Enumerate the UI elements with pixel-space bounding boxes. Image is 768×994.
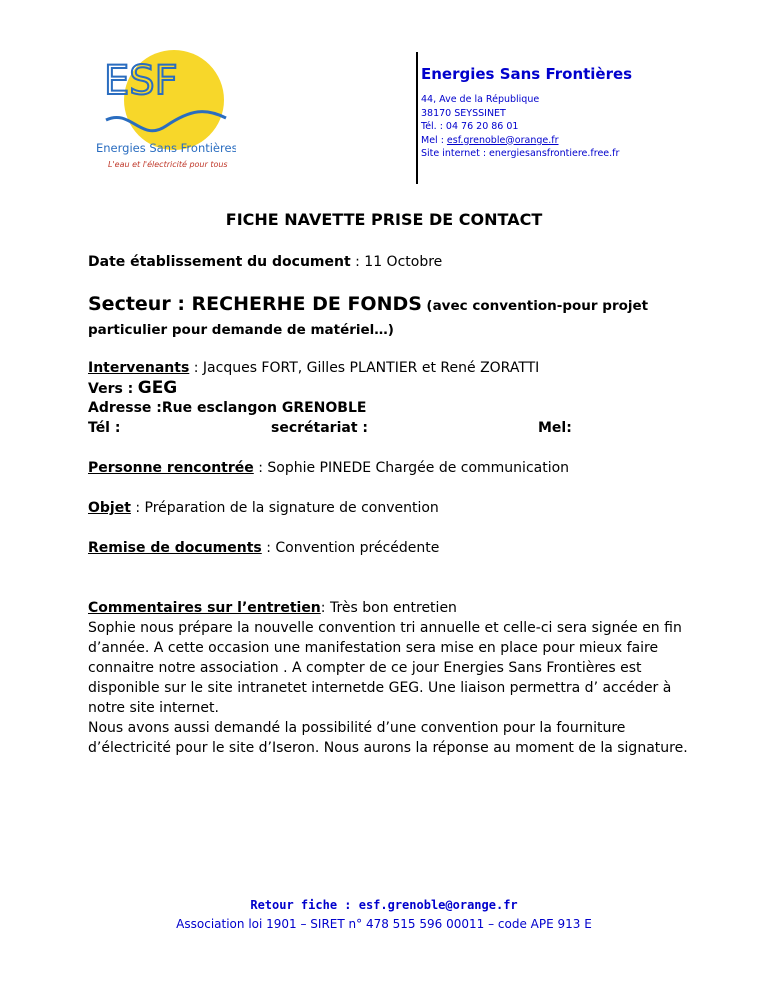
logo-letters: ESF: [104, 58, 178, 104]
date-value: : 11 Octobre: [350, 254, 443, 270]
org-name: Energies Sans Frontières: [421, 65, 633, 83]
org-phone: Tél. : 04 76 20 86 01: [421, 121, 519, 132]
intervenants-line: [88, 358, 688, 378]
vers-line: [88, 378, 688, 399]
org-mail-prefix: Mel :: [421, 134, 447, 146]
header-divider: [416, 52, 418, 184]
remise-value: : Convention précédente: [261, 540, 440, 556]
objet-label: Objet: [88, 500, 131, 516]
sector-line: [88, 292, 688, 342]
tel-label: Tél :: [88, 420, 121, 436]
personne-line: [88, 458, 688, 478]
adresse-line: [88, 398, 688, 418]
commentaires-block: [88, 598, 688, 758]
objet-line: [88, 498, 688, 518]
org-address-2: 38170 SEYSSINET: [421, 107, 506, 119]
secretariat-label: secrétariat :: [271, 420, 368, 436]
org-block: [421, 65, 632, 161]
date-line: [88, 252, 688, 272]
logo-brand: Energies Sans Frontières: [96, 141, 236, 155]
esf-logo: [86, 48, 236, 178]
remise-line: [88, 538, 688, 558]
org-site: Site internet : energiesansfrontiere.free.fr: [421, 148, 620, 159]
footer-association: Association loi 1901 – SIRET n° 478 515 596 00011 – code APE 913 E: [176, 917, 592, 931]
intervenants-label: Intervenants: [88, 360, 190, 376]
mel-label: Mel:: [538, 420, 572, 436]
sector-note: (avec convention-pour projet particulier pour demande de matériel…): [88, 298, 649, 338]
org-mail-line: [421, 134, 632, 148]
vers-label: Vers :: [88, 381, 134, 397]
personne-value: : Sophie PINEDE Chargée de communication: [253, 460, 570, 476]
footer-retour: Retour fiche : esf.grenoble@orange.fr: [250, 898, 518, 912]
commentaires-first: : Très bon entretien: [320, 600, 457, 616]
page-title: FICHE NAVETTE PRISE DE CONTACT: [225, 210, 543, 229]
contact-line: [88, 418, 688, 438]
commentaires-heading: [88, 598, 688, 618]
commentaires-label: Commentaires sur l’entretien: [88, 600, 321, 616]
date-label: Date établissement du document: [88, 254, 351, 270]
objet-value: : Préparation de la signature de convention: [130, 500, 439, 516]
adresse-label: Adresse :Rue esclangon GRENOBLE: [88, 400, 367, 416]
org-address-1: 44, Ave de la République: [421, 94, 540, 105]
esf-logo-graphic: [86, 48, 236, 178]
commentaires-body: Sophie nous prépare la nouvelle convention tri annuelle et celle-ci sera signée en fin d’année. A cette occasion une manifestation sera mise en place pour mieux faire connaitre notre association . A compter de ce jour Energies Sans Frontières est disponible sur le site intranetet internetde GEG. Une liaison permettra d’ accéder à notre site internet.: [88, 620, 682, 716]
intervenants-value: : Jacques FORT, Gilles PLANTIER et René ZORATTI: [189, 360, 540, 376]
personne-label: Personne rencontrée: [88, 460, 254, 476]
remise-label: Remise de documents: [88, 540, 262, 556]
logo-tagline: L'eau et l'électricité pour tous: [108, 160, 228, 169]
sector-label: Secteur : RECHERHE DE FONDS: [88, 293, 422, 315]
commentaires-body-2: Nous avons aussi demandé la possibilité d’une convention pour la fourniture d’électricité pour le site d’Iseron. Nous aurons la réponse au moment de la signature.: [88, 720, 688, 756]
org-mail-link[interactable]: esf.grenoble@orange.fr: [446, 134, 559, 146]
vers-value: GEG: [137, 378, 178, 398]
